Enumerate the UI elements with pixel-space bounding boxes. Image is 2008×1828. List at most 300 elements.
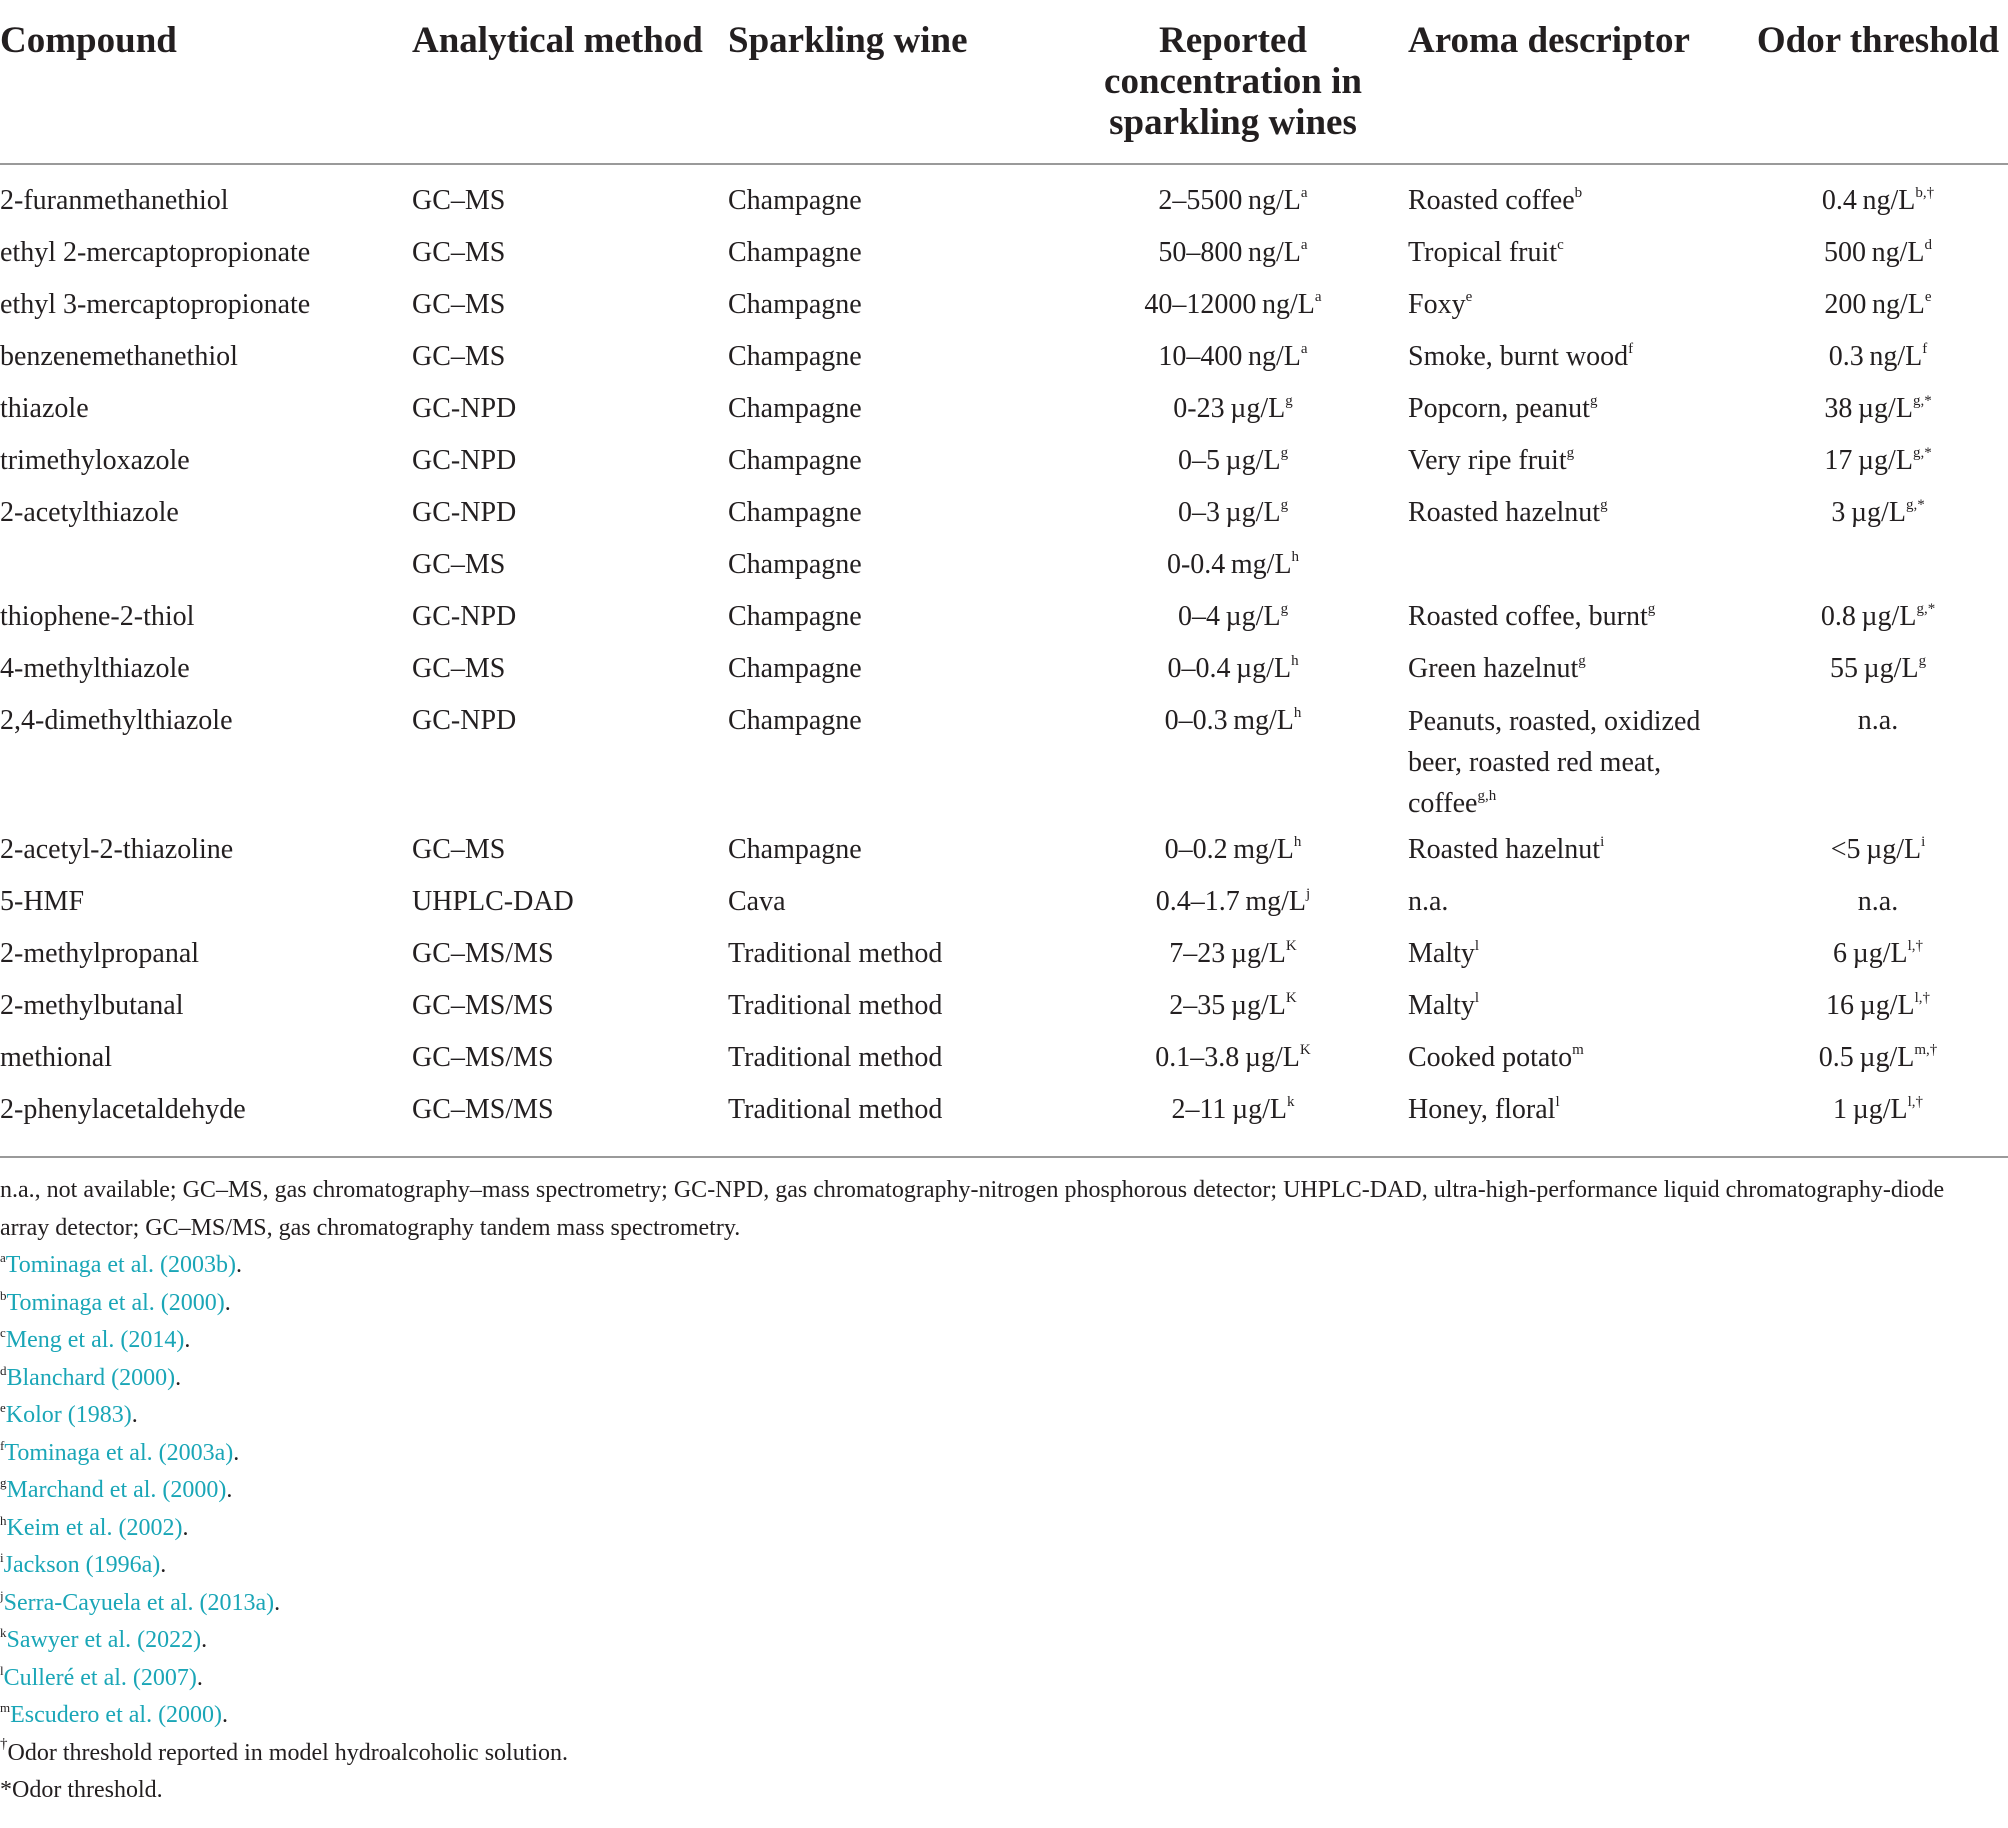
cell-concentration	[1058, 435, 1408, 487]
cell-analytical-method-text: GC-NPD	[412, 705, 517, 736]
cell-concentration-footnote-mark: a	[1300, 185, 1308, 201]
cell-aroma-descriptor	[1408, 383, 1748, 435]
table-row	[0, 876, 2008, 928]
cell-odor-threshold-text: <5 µg/L	[1830, 834, 1922, 865]
dagger-mark: †	[0, 1735, 8, 1752]
header-analytical-method: Analytical method	[412, 0, 728, 164]
header-aroma-descriptor: Aroma descriptor	[1408, 0, 1748, 164]
cell-sparkling-wine	[728, 331, 1058, 383]
cell-odor-threshold	[1748, 279, 2008, 331]
reference-link[interactable]: Kolor (1983)	[5, 1402, 132, 1428]
cell-compound	[0, 591, 412, 643]
cell-concentration-text: 0–0.4 µg/L	[1167, 653, 1292, 684]
cell-aroma-descriptor	[1408, 980, 1748, 1032]
cell-compound-text: ethyl 3-mercaptopropionate	[0, 289, 311, 320]
cell-aroma-descriptor	[1408, 824, 1748, 876]
reference-link[interactable]: Blanchard (2000)	[6, 1364, 176, 1391]
cell-analytical-method-text: GC–MS/MS	[412, 1042, 554, 1073]
cell-compound-text: ethyl 2-mercaptopropionate	[0, 237, 311, 268]
cell-aroma-descriptor-text: Smoke, burnt wood	[1408, 341, 1629, 372]
cell-concentration-footnote-mark: h	[1291, 653, 1299, 669]
cell-aroma-descriptor-text: Green hazelnut	[1408, 653, 1579, 684]
cell-aroma-descriptor-text: Roasted hazelnut	[1408, 834, 1601, 865]
cell-concentration	[1058, 539, 1408, 591]
cell-aroma-descriptor-text: Malty	[1408, 938, 1475, 969]
cell-concentration	[1058, 487, 1408, 539]
cell-odor-threshold-text: 3 µg/L	[1831, 497, 1906, 528]
cell-aroma-descriptor	[1408, 928, 1748, 980]
dagger-note-text: Odor threshold reported in model hydroalcoholic solution.	[7, 1739, 569, 1766]
cell-compound-text: 2-methylbutanal	[0, 990, 184, 1021]
cell-sparkling-wine	[728, 591, 1058, 643]
table-row	[0, 227, 2008, 279]
cell-concentration-footnote-mark: g	[1280, 445, 1289, 461]
cell-sparkling-wine-text: Champagne	[728, 341, 862, 372]
cell-compound	[0, 279, 412, 331]
reference-mark: b	[0, 1287, 7, 1303]
cell-concentration-text: 0–3 µg/L	[1177, 497, 1281, 528]
cell-concentration-text: 2–35 µg/L	[1169, 990, 1286, 1021]
cell-aroma-descriptor-footnote-mark: i	[1600, 834, 1605, 850]
cell-aroma-descriptor-text: Popcorn, peanut	[1408, 393, 1590, 424]
reference-link[interactable]: Meng et al. (2014)	[5, 1327, 185, 1353]
cell-odor-threshold-footnote-mark: d	[1924, 237, 1932, 253]
cell-concentration	[1058, 876, 1408, 928]
cell-aroma-descriptor-footnote-mark: g	[1566, 445, 1575, 461]
cell-odor-threshold	[1748, 876, 2008, 928]
cell-odor-threshold	[1748, 435, 2008, 487]
cell-concentration-footnote-mark: a	[1314, 289, 1322, 305]
cell-sparkling-wine	[728, 164, 1058, 227]
reference-mark: m	[0, 1700, 11, 1715]
cell-compound-text: 2-acetyl-2-thiazoline	[0, 834, 234, 865]
cell-compound	[0, 487, 412, 539]
reference-mark: c	[0, 1325, 6, 1340]
cell-concentration	[1058, 824, 1408, 876]
cell-odor-threshold-footnote-mark: g,*	[1912, 445, 1932, 461]
cell-compound	[0, 1032, 412, 1084]
reference-link[interactable]: Keim et al. (2002)	[6, 1514, 183, 1541]
cell-sparkling-wine-text: Champagne	[728, 653, 862, 684]
cell-concentration-footnote-mark: K	[1285, 990, 1297, 1006]
cell-concentration-text: 0-0.4 mg/L	[1166, 549, 1292, 580]
table-row	[0, 980, 2008, 1032]
table-header-row	[0, 0, 2008, 164]
cell-sparkling-wine	[728, 643, 1058, 695]
cell-aroma-descriptor	[1408, 876, 1748, 928]
cell-odor-threshold	[1748, 539, 2008, 591]
cell-compound-text: thiazole	[0, 393, 89, 424]
cell-concentration-text: 0.1–3.8 µg/L	[1155, 1042, 1300, 1073]
table-row	[0, 928, 2008, 980]
cell-aroma-descriptor-footnote-mark: g	[1647, 601, 1656, 617]
cell-sparkling-wine	[728, 539, 1058, 591]
cell-aroma-descriptor-footnote-mark: e	[1465, 289, 1473, 305]
cell-concentration-footnote-mark: g	[1285, 393, 1293, 409]
reference-item: $^i$Jackson (1996a).	[0, 1550, 167, 1578]
cell-analytical-method-text: GC–MS	[412, 185, 506, 216]
cell-odor-threshold-text: 0.3 ng/L	[1828, 341, 1923, 372]
cell-aroma-descriptor	[1408, 1032, 1748, 1084]
cell-odor-threshold-text: n.a.	[1857, 886, 1899, 917]
cell-compound	[0, 539, 412, 591]
reference-item: $^k$Sawyer et al. (2022).	[0, 1625, 208, 1653]
cell-concentration-footnote-mark: h	[1291, 549, 1300, 565]
cell-odor-threshold	[1748, 487, 2008, 539]
cell-concentration	[1058, 164, 1408, 227]
cell-compound	[0, 1084, 412, 1156]
cell-concentration-text: 0–0.3 mg/L	[1164, 705, 1294, 736]
cell-sparkling-wine	[728, 876, 1058, 928]
reference-item: $^j$Serra-Cayuela et al. (2013a).	[0, 1587, 281, 1616]
reference-item: $^g$Marchand et al. (2000).	[0, 1475, 233, 1503]
cell-odor-threshold-footnote-mark: l,†	[1907, 1094, 1924, 1110]
cell-aroma-descriptor-footnote-mark: l	[1474, 990, 1480, 1006]
cell-aroma-descriptor	[1408, 279, 1748, 331]
cell-odor-threshold-footnote-mark: l,†	[1907, 938, 1924, 954]
cell-odor-threshold	[1748, 1084, 2008, 1156]
cell-odor-threshold-text: 200 ng/L	[1824, 289, 1925, 320]
cell-concentration-text: 7–23 µg/L	[1169, 938, 1286, 969]
cell-concentration-footnote-mark: k	[1287, 1094, 1295, 1110]
cell-analytical-method-text: GC–MS	[412, 834, 506, 865]
star-note: *Odor threshold.	[0, 1777, 163, 1803]
reference-link[interactable]: Marchand et al. (2000)	[6, 1477, 227, 1503]
cell-compound-text: benzenemethanethiol	[0, 341, 238, 372]
cell-analytical-method-text: GC-NPD	[412, 497, 517, 528]
cell-concentration	[1058, 1032, 1408, 1084]
cell-compound	[0, 876, 412, 928]
table-row	[0, 435, 2008, 487]
cell-analytical-method	[412, 1032, 728, 1084]
reference-link[interactable]: Tominaga et al. (2003a)	[4, 1439, 234, 1466]
cell-aroma-descriptor-text: Very ripe fruit	[1408, 445, 1567, 476]
cell-concentration-text: 0.4–1.7 mg/L	[1155, 886, 1307, 917]
reference-mark: d	[0, 1362, 7, 1378]
cell-aroma-descriptor-text: Malty	[1408, 990, 1475, 1021]
footnotes	[0, 1158, 2008, 1810]
table-row	[0, 643, 2008, 695]
cell-sparkling-wine-text: Cava	[728, 886, 786, 917]
cell-odor-threshold-text: 0.5 µg/L	[1818, 1042, 1915, 1073]
cell-aroma-descriptor-text: Honey, floral	[1408, 1094, 1556, 1125]
cell-concentration-text: 10–400 ng/L	[1158, 341, 1301, 372]
cell-aroma-descriptor	[1408, 539, 1748, 591]
cell-compound	[0, 164, 412, 227]
reference-item: $^l$Culleré et al. (2007).	[0, 1662, 203, 1691]
cell-concentration	[1058, 383, 1408, 435]
cell-sparkling-wine-text: Champagne	[728, 185, 862, 216]
reference-link[interactable]: Jackson (1996a)	[3, 1552, 161, 1578]
cell-analytical-method	[412, 876, 728, 928]
cell-compound	[0, 980, 412, 1032]
reference-mark: e	[0, 1400, 6, 1415]
reference-link[interactable]: Culleré et al. (2007)	[3, 1664, 197, 1691]
cell-aroma-descriptor-footnote-mark: c	[1557, 237, 1564, 253]
cell-sparkling-wine	[728, 1032, 1058, 1084]
table-row	[0, 279, 2008, 331]
header-compound: Compound	[0, 0, 412, 164]
cell-concentration	[1058, 695, 1408, 824]
header-sparkling-wine: Sparkling wine	[728, 0, 1058, 164]
cell-sparkling-wine	[728, 980, 1058, 1032]
cell-analytical-method	[412, 591, 728, 643]
abbreviation-legend: n.a., not available; GC–MS, gas chromatography–mass spectrometry; GC-NPD, gas chromatography-nitrogen phosphorous detector; UHPLC-DAD, ultra-high-performance liquid chromatography-diode array detector; GC–MS/MS, gas chromatography tandem mass spectrometry.	[0, 1177, 1945, 1241]
cell-sparkling-wine	[728, 487, 1058, 539]
cell-compound-text: 2-phenylacetaldehyde	[0, 1094, 246, 1125]
cell-compound	[0, 435, 412, 487]
cell-compound	[0, 331, 412, 383]
cell-analytical-method	[412, 928, 728, 980]
reference-mark: g	[0, 1475, 7, 1490]
cell-concentration-text: 0–0.2 mg/L	[1164, 834, 1294, 865]
cell-compound	[0, 383, 412, 435]
cell-concentration-text: 0-23 µg/L	[1173, 393, 1286, 424]
cell-compound	[0, 695, 412, 824]
reference-item: $^f$Tominaga et al. (2003a).	[0, 1437, 240, 1466]
reference-item: $^d$Blanchard (2000).	[0, 1362, 182, 1391]
cell-concentration	[1058, 928, 1408, 980]
cell-odor-threshold	[1748, 227, 2008, 279]
cell-concentration-footnote-mark: K	[1299, 1042, 1311, 1058]
cell-compound-text: 2-furanmethanethiol	[0, 185, 229, 216]
cell-compound-text: methional	[0, 1042, 112, 1073]
cell-aroma-descriptor	[1408, 435, 1748, 487]
reference-mark: k	[0, 1625, 7, 1640]
cell-sparkling-wine	[728, 435, 1058, 487]
cell-concentration-footnote-mark: K	[1285, 938, 1297, 954]
cell-aroma-descriptor-footnote-mark: f	[1628, 341, 1634, 357]
cell-analytical-method	[412, 1084, 728, 1156]
cell-aroma-descriptor	[1408, 643, 1748, 695]
cell-odor-threshold-text: 55 µg/L	[1829, 653, 1919, 684]
cell-analytical-method	[412, 643, 728, 695]
cell-sparkling-wine-text: Champagne	[728, 601, 862, 632]
cell-aroma-descriptor	[1408, 591, 1748, 643]
table-row	[0, 695, 2008, 824]
cell-odor-threshold	[1748, 980, 2008, 1032]
cell-compound	[0, 227, 412, 279]
cell-odor-threshold	[1748, 695, 2008, 824]
cell-aroma-descriptor	[1408, 1084, 1748, 1156]
cell-concentration-footnote-mark: h	[1293, 705, 1302, 721]
cell-aroma-descriptor-footnote-mark: g	[1589, 393, 1598, 409]
reference-link[interactable]: Tominaga et al. (2000)	[6, 1289, 225, 1316]
cell-compound	[0, 643, 412, 695]
table-row	[0, 164, 2008, 227]
cell-odor-threshold-footnote-mark: g,*	[1905, 497, 1925, 513]
cell-sparkling-wine	[728, 695, 1058, 824]
cell-aroma-descriptor-footnote-mark: l	[1555, 1094, 1560, 1110]
cell-analytical-method	[412, 824, 728, 876]
cell-compound-text: 2-methylpropanal	[0, 938, 200, 969]
table-row	[0, 1084, 2008, 1156]
cell-aroma-descriptor-text: Cooked potato	[1408, 1042, 1573, 1073]
cell-concentration-footnote-mark: h	[1293, 834, 1302, 850]
cell-compound-text: trimethyloxazole	[0, 445, 190, 476]
reference-item: $^b$Tominaga et al. (2000).	[0, 1287, 231, 1316]
cell-odor-threshold-text: 6 µg/L	[1832, 938, 1908, 969]
cell-sparkling-wine	[728, 279, 1058, 331]
cell-analytical-method	[412, 383, 728, 435]
cell-compound-text: thiophene-2-thiol	[0, 601, 195, 632]
cell-aroma-descriptor	[1408, 487, 1748, 539]
cell-compound-text: 4-methylthiazole	[0, 653, 190, 684]
reference-link[interactable]: Escudero et al. (2000)	[10, 1702, 223, 1728]
cell-odor-threshold-footnote-mark: m,†	[1914, 1042, 1938, 1058]
reference-item: $^e$Kolor (1983).	[0, 1400, 138, 1428]
header-odor-threshold: Odor threshold	[1748, 0, 2008, 164]
table-row	[0, 331, 2008, 383]
cell-analytical-method	[412, 435, 728, 487]
table-row	[0, 591, 2008, 643]
cell-analytical-method-text: GC–MS	[412, 289, 506, 320]
cell-odor-threshold-text: 17 µg/L	[1824, 445, 1913, 476]
cell-sparkling-wine-text: Champagne	[728, 834, 862, 865]
cell-analytical-method	[412, 279, 728, 331]
cell-odor-threshold-footnote-mark: g,*	[1912, 393, 1932, 409]
table-row	[0, 824, 2008, 876]
cell-aroma-descriptor	[1408, 227, 1748, 279]
cell-sparkling-wine-text: Traditional method	[728, 1094, 943, 1125]
cell-analytical-method-text: GC-NPD	[412, 601, 517, 632]
reference-link[interactable]: Sawyer et al. (2022)	[6, 1627, 202, 1653]
cell-odor-threshold-footnote-mark: g	[1918, 653, 1927, 669]
cell-concentration-footnote-mark: j	[1306, 886, 1311, 902]
cell-analytical-method-text: GC–MS/MS	[412, 1094, 554, 1125]
cell-concentration	[1058, 643, 1408, 695]
reference-mark: a	[0, 1250, 6, 1265]
cell-analytical-method	[412, 227, 728, 279]
cell-odor-threshold	[1748, 164, 2008, 227]
cell-concentration-footnote-mark: g	[1280, 601, 1289, 617]
cell-odor-threshold-text: 0.8 µg/L	[1820, 601, 1917, 632]
cell-analytical-method-text: GC–MS/MS	[412, 990, 554, 1021]
cell-sparkling-wine-text: Champagne	[728, 237, 862, 268]
table-row	[0, 383, 2008, 435]
cell-analytical-method	[412, 695, 728, 824]
cell-sparkling-wine-text: Champagne	[728, 289, 862, 320]
cell-aroma-descriptor-text: Foxy	[1408, 289, 1466, 320]
cell-sparkling-wine-text: Champagne	[728, 705, 862, 736]
reference-mark: i	[0, 1550, 4, 1565]
cell-compound	[0, 824, 412, 876]
cell-odor-threshold	[1748, 331, 2008, 383]
cell-aroma-descriptor-footnote-mark: l	[1474, 938, 1480, 954]
cell-analytical-method-text: GC–MS	[412, 549, 506, 580]
cell-sparkling-wine	[728, 1084, 1058, 1156]
cell-aroma-descriptor-footnote-mark: g	[1578, 653, 1586, 669]
cell-compound-text: 2-acetylthiazole	[0, 497, 179, 528]
cell-concentration-footnote-mark: a	[1300, 237, 1308, 253]
cell-analytical-method	[412, 539, 728, 591]
cell-concentration-text: 2–5500 ng/L	[1158, 185, 1301, 216]
cell-odor-threshold	[1748, 591, 2008, 643]
cell-aroma-descriptor-text: Roasted coffee, burnt	[1408, 601, 1648, 632]
cell-analytical-method-text: GC–MS/MS	[412, 938, 554, 969]
cell-sparkling-wine-text: Champagne	[728, 549, 862, 580]
cell-concentration	[1058, 591, 1408, 643]
reference-link[interactable]: Tominaga et al. (2003b)	[5, 1252, 237, 1278]
cell-analytical-method	[412, 487, 728, 539]
reference-mark: j	[0, 1587, 4, 1603]
reference-link[interactable]: Serra-Cayuela et al. (2013a)	[3, 1589, 275, 1616]
cell-analytical-method-text: GC-NPD	[412, 393, 517, 424]
cell-odor-threshold-footnote-mark: g,*	[1916, 601, 1936, 617]
cell-aroma-descriptor-footnote-mark: m	[1572, 1042, 1584, 1058]
cell-odor-threshold-footnote-mark: l,†	[1914, 990, 1931, 1006]
table-body	[0, 164, 2008, 1156]
cell-concentration-text: 0–5 µg/L	[1177, 445, 1281, 476]
cell-analytical-method-text: GC–MS	[412, 341, 506, 372]
cell-aroma-descriptor-text: n.a.	[1408, 886, 1449, 917]
cell-sparkling-wine-text: Traditional method	[728, 990, 943, 1021]
cell-compound-text: 2,4-dimethylthiazole	[0, 705, 233, 736]
cell-analytical-method-text: UHPLC-DAD	[412, 886, 574, 917]
reference-mark: h	[0, 1512, 7, 1528]
cell-aroma-descriptor	[1408, 164, 1748, 227]
cell-sparkling-wine-text: Traditional method	[728, 1042, 943, 1073]
table-row	[0, 1032, 2008, 1084]
cell-odor-threshold	[1748, 643, 2008, 695]
cell-odor-threshold-text: 0.4 ng/L	[1821, 185, 1916, 216]
cell-concentration	[1058, 331, 1408, 383]
cell-analytical-method-text: GC–MS	[412, 653, 506, 684]
cell-compound-text: 5-HMF	[0, 886, 85, 917]
cell-aroma-descriptor-text: Roasted hazelnut	[1408, 497, 1601, 528]
cell-concentration-footnote-mark: a	[1300, 341, 1308, 357]
cell-odor-threshold-text: n.a.	[1857, 705, 1899, 736]
cell-sparkling-wine	[728, 383, 1058, 435]
cell-sparkling-wine-text: Champagne	[728, 497, 862, 528]
cell-concentration	[1058, 227, 1408, 279]
cell-concentration-text: 0–4 µg/L	[1177, 601, 1281, 632]
reference-item: $^a$Tominaga et al. (2003b).	[0, 1250, 243, 1278]
cell-concentration-footnote-mark: g	[1280, 497, 1289, 513]
cell-concentration-text: 2–11 µg/L	[1171, 1094, 1288, 1125]
cell-concentration-text: 50–800 ng/L	[1158, 237, 1301, 268]
reference-list	[0, 1247, 2008, 1735]
cell-concentration	[1058, 980, 1408, 1032]
cell-aroma-descriptor-text: Tropical fruit	[1408, 237, 1558, 268]
cell-odor-threshold	[1748, 1032, 2008, 1084]
cell-sparkling-wine-text: Champagne	[728, 393, 862, 424]
cell-analytical-method	[412, 164, 728, 227]
cell-odor-threshold-footnote-mark: b,†	[1915, 185, 1935, 201]
cell-aroma-descriptor-text: Roasted coffee	[1408, 185, 1575, 216]
cell-concentration	[1058, 1084, 1408, 1156]
header-reported-concentration: Reported concentration in sparkling wines	[1058, 0, 1408, 164]
cell-aroma-descriptor-footnote-mark: g,h	[1477, 788, 1497, 804]
reference-item: $^h$Keim et al. (2002).	[0, 1512, 189, 1541]
cell-aroma-descriptor-footnote-mark: g	[1600, 497, 1608, 513]
cell-odor-threshold	[1748, 928, 2008, 980]
cell-odor-threshold-text: 16 µg/L	[1825, 990, 1915, 1021]
cell-concentration	[1058, 279, 1408, 331]
dagger-note	[0, 1735, 2008, 1773]
reference-mark: l	[0, 1662, 4, 1678]
table-row	[0, 487, 2008, 539]
cell-sparkling-wine-text: Traditional method	[728, 938, 943, 969]
cell-analytical-method	[412, 980, 728, 1032]
cell-concentration-text: 40–12000 ng/L	[1144, 289, 1315, 320]
cell-odor-threshold-text: 500 ng/L	[1824, 237, 1925, 268]
cell-odor-threshold-footnote-mark: f	[1922, 341, 1928, 357]
reference-item: $^c$Meng et al. (2014).	[0, 1325, 191, 1353]
cell-odor-threshold-footnote-mark: e	[1924, 289, 1932, 305]
cell-sparkling-wine	[728, 928, 1058, 980]
cell-analytical-method-text: GC-NPD	[412, 445, 517, 476]
